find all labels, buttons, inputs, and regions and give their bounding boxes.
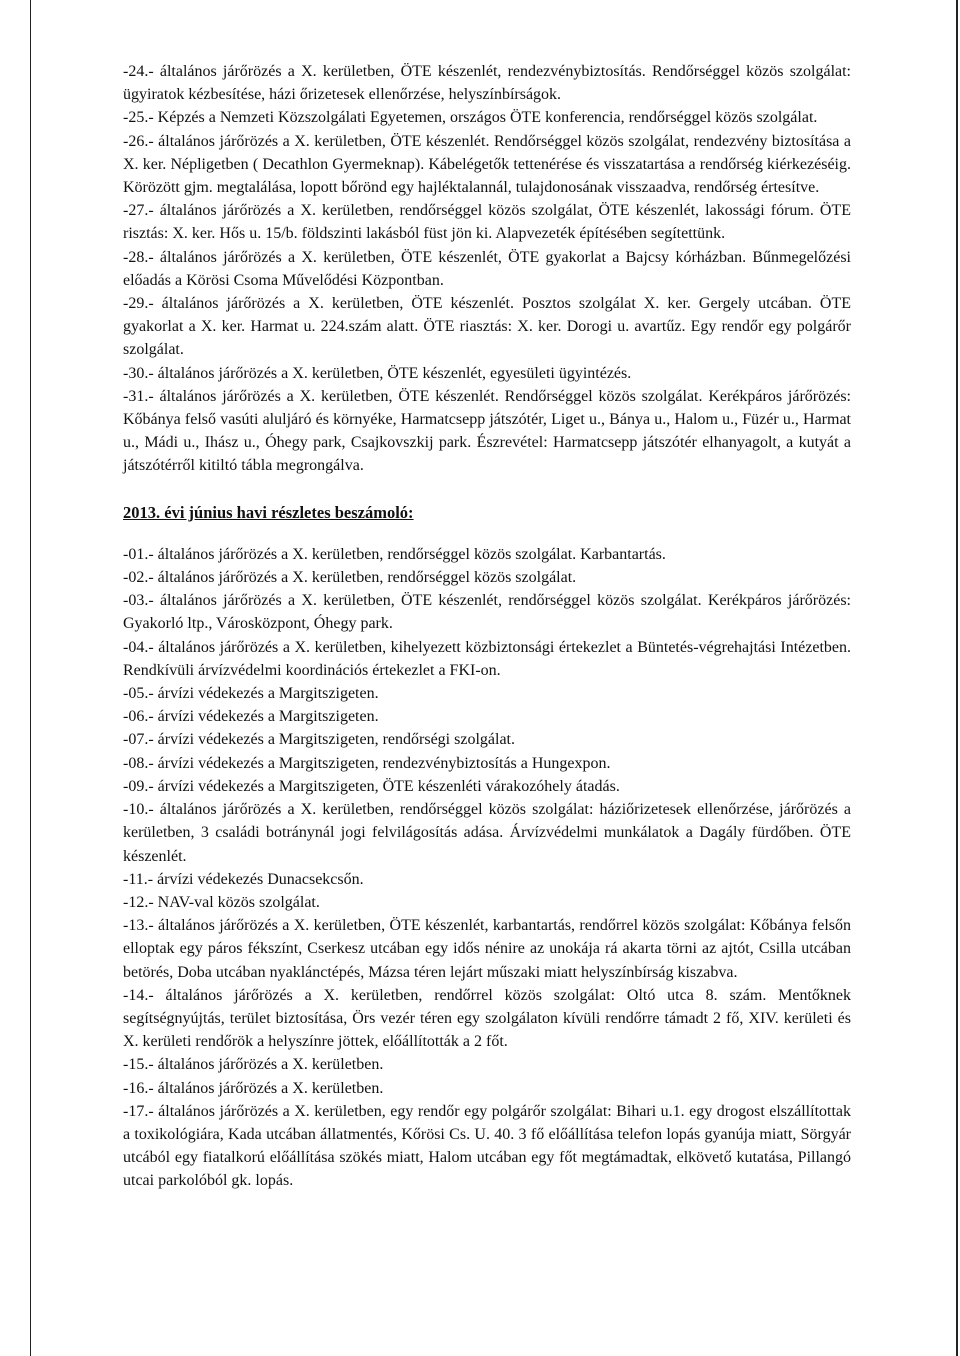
- entry-25: -25.- Képzés a Nemzeti Közszolgálati Egyetemen, országos ÖTE konferencia, rendőrséggel közös szolgálat.: [123, 109, 818, 127]
- entry-16: -16.- általános járőrözés a X. kerületben.: [123, 1079, 384, 1097]
- report-content: [123, 60, 851, 1193]
- entry-04: -04.- általános járőrözés a X. kerületben, kihelyezett közbiztonsági értekezlet a Büntetés-végrehajtási Intézetben. Rendkívüli árvízvédelmi koordinációs értekezlet a FKI-on.: [123, 638, 851, 679]
- entry-29: -29.- általános járőrözés a X. kerületben, ÖTE készenlét. Posztos szolgálat X. ker. Gergely utcában. ÖTE gyakorlat a X. ker. Harmat u. 224.szám alatt. ÖTE riasztás: X. ker. Dorogi u. avartűz. Egy rendőr egy polgárőr szolgálat.: [123, 295, 851, 359]
- entry-14: -14.- általános járőrözés a X. kerületben, rendőrrel közös szolgálat: Oltó utca 8. szám. Mentőknek segítségnyújtás, terület biztosítása, Örs vezér téren egy szolgálaton kívüli rendőrre támadt 2 fő, XIV. kerületi és X. kerületi rendőrök a helyszínre jöttek, előállították a 2 főt.: [123, 986, 851, 1051]
- entry-24: -24.- általános járőrözés a X. kerületben, ÖTE készenlét, rendezvénybiztosítás. Rendőrséggel közös szolgálat: ügyiratok kézbesítése, házi őrizetesek ellenőrzése, helyszínbírságok.: [123, 63, 851, 104]
- entry-31: -31.- általános járőrözés a X. kerületben, ÖTE készenlét. Rendőrséggel közös szolgálat. Kerékpáros járőrözés: Kőbánya felső vasúti aluljáró és környéke, Harmatcsepp játszótér, Liget u., Bánya u., Halom u., Füzér u., Harmat u., Mádi u., Ihász u., Óhegy park, Csajkovszkij park. Észrevétel: Harmatcsepp játszótér elhanyagolt, a kutyát a játszótérről kitiltó tábla megrongálva.: [123, 387, 851, 475]
- entry-28: -28.- általános járőrözés a X. kerületben, ÖTE készenlét, ÖTE gyakorlat a Bajcsy kórházban. Bűnmegelőzési előadás a Körösi Csoma Művelődési Központban.: [123, 248, 851, 289]
- entry-01: -01.- általános járőrözés a X. kerületben, rendőrséggel közös szolgálat. Karbantartás.: [123, 545, 666, 563]
- june-report-heading: 2013. évi június havi részletes beszámoló:: [123, 502, 414, 522]
- entry-10: -10.- általános járőrözés a X. kerületben, rendőrséggel közös szolgálat: háziőrizetesek ellenőrzése, járőrözés a kerületben, 3 családi botránynál jogi felvilágosítás adása. Árvízvédelmi munkálatok a Dagály fürdőben. ÖTE készenlét.: [123, 801, 851, 865]
- entry-06: -06.- árvízi védekezés a Margitszigeten.: [123, 708, 379, 726]
- entry-11: -11.- árvízi védekezés Dunacsekcsőn.: [123, 870, 364, 888]
- entry-07: -07.- árvízi védekezés a Margitszigeten, rendőrségi szolgálat.: [123, 731, 515, 749]
- entry-13: -13.- általános járőrözés a X. kerületben, ÖTE készenlét, karbantartás, rendőrrel közös szolgálat: Kőbánya felsőn elloptak egy páros fékszínt, Cserkesz utcában egy idős nénire az unokája rá akarta törni az ajtót, Csilla utcában betörés, Doba utcában nyaklánctépés, Mázsa téren lejárt műszaki miatt helyszínbírság kiszabva.: [123, 917, 851, 981]
- entry-30: -30.- általános járőrözés a X. kerületben, ÖTE készenlét, egyesületi ügyintézés.: [123, 364, 632, 382]
- june-entries: [123, 543, 851, 1193]
- entry-15: -15.- általános járőrözés a X. kerületben.: [123, 1056, 384, 1074]
- entry-03: -03.- általános járőrözés a X. kerületben, ÖTE készenlét, rendőrséggel közös szolgálat. Kerékpáros járőrözés: Gyakorló ltp., Városközpont, Óhegy park.: [123, 592, 851, 633]
- entry-09: -09.- árvízi védekezés a Margitszigeten, ÖTE készenléti várakozóhely átadás.: [123, 777, 620, 795]
- entry-17: -17.- általános járőrözés a X. kerületben, egy rendőr egy polgárőr szolgálat: Bihari u.1. egy drogost elszállítottak a toxikológiára, Kada utcában állatmentés, Kőrösi Cs. U. 40. 3 fő előállítása telefon lopás gyanúja miatt, Sörgyár utcából egy fiatalkorú előállítása szökés miatt, Halom utcában egy főt megtámadtak, elkövető kutatása, Pillangó utcai parkolóból gk. lopás.: [123, 1102, 851, 1190]
- entry-02: -02.- általános járőrözés a X. kerületben, rendőrséggel közös szolgálat.: [123, 569, 577, 587]
- entry-05: -05.- árvízi védekezés a Margitszigeten.: [123, 685, 379, 703]
- entry-27: -27.- általános járőrözés a X. kerületben, rendőrséggel közös szolgálat, ÖTE készenlét, lakossági fórum. ÖTE risztás: X. ker. Hős u. 15/b. földszinti lakásból füst jön ki. Alapvezeték építésében segítettünk.: [123, 202, 851, 243]
- entry-26: -26.- általános járőrözés a X. kerületben, ÖTE készenlét. Rendőrséggel közös szolgálat, rendezvény biztosítása a X. ker. Népligetben ( Decathlon Gyermeknap). Kábelégetők tettenérése és visszatartása a rendőrség kiérkezéséig. Körözött gjm. megtalálása, lopott bőrönd egy hajléktalannál, tulajdonosának visszaadva, rendőrség értesítve.: [123, 132, 851, 197]
- entry-12: -12.- NAV-val közös szolgálat.: [123, 893, 320, 911]
- entry-08: -08.- árvízi védekezés a Margitszigeten, rendezvénybiztosítás a Hungexpon.: [123, 754, 611, 772]
- may-entries: [123, 60, 851, 478]
